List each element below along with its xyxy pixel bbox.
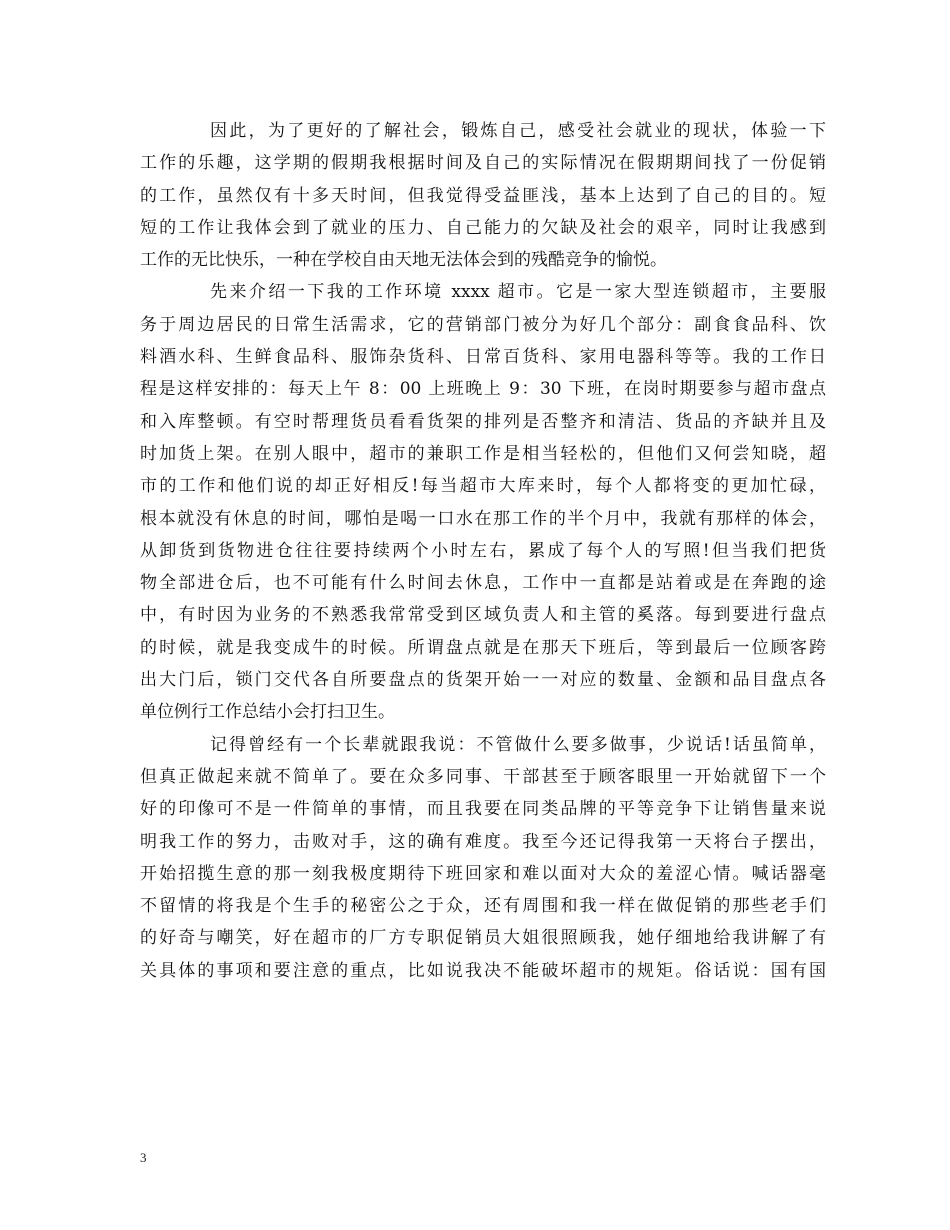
text-line: 中，有时因为业务的不熟悉我常常受到区域负责人和主管的奚落。每到要进行盘点 — [140, 605, 826, 626]
text-line: 但真正做起来就不简单了。要在众多同事、干部甚至于顾客眼里一开始就留下一个 — [140, 766, 826, 787]
text-line: 务于周边居民的日常生活需求，它的营销部门被分为好几个部分：副食食品科、饮 — [140, 314, 826, 335]
text-line: 单位例行工作总结小会打扫卫生。 — [140, 702, 395, 723]
text-line: 从卸货到货物进仓往往要持续两个小时左右，累成了每个人的写照!但当我们把货 — [140, 540, 826, 561]
text-line: 明我工作的努力，击败对手，这的确有难度。我至今还记得我第一天将台子摆出， — [140, 831, 826, 852]
text-line: 开始招揽生意的那一刻我极度期待下班回家和难以面对大众的羞涩心情。喊话器毫 — [140, 863, 826, 884]
text-line: 关具体的事项和要注意的重点，比如说我决不能破坏超市的规矩。俗话说：国有国 — [140, 960, 826, 981]
text-line: 根本就没有休息的时间，哪怕是喝一口水在那工作的半个月中，我就有那样的体会， — [140, 508, 826, 529]
paragraph — [140, 276, 826, 728]
text-line: 因此，为了更好的了解社会，锻炼自己，感受社会就业的现状，体验一下 — [210, 121, 826, 141]
text-line: 的时候，就是我变成牛的时候。所谓盘点就是在那天下班后，等到最后一位顾客跨 — [140, 637, 826, 658]
text-line: 市的工作和他们说的却正好相反!每当超市大库来时，每个人都将变的更加忙碌， — [140, 476, 826, 497]
document-body — [140, 115, 826, 987]
text-line: 物全部进仓后，也不可能有什么时间去休息，工作中一直都是站着或是在奔跑的途 — [140, 573, 826, 594]
text-line: 记得曾经有一个长辈就跟我说：不管做什么要多做事，少说话!话虽简单， — [210, 734, 826, 755]
text-line: 料酒水科、生鲜食品科、服饰杂货科、日常百货科、家用电器科等等。我的工作日 — [140, 347, 826, 368]
text-line: 时加货上架。在别人眼中，超市的兼职工作是相当轻松的，但他们又何尝知晓，超 — [140, 443, 826, 464]
text-line: 的工作，虽然仅有十多天时间，但我觉得受益匪浅，基本上达到了自己的目的。短 — [140, 185, 826, 206]
page-number: 3 — [140, 1150, 147, 1165]
paragraph — [140, 115, 826, 276]
paragraph — [140, 729, 826, 987]
text-line: 工作的乐趣，这学期的假期我根据时间及自己的实际情况在假期期间找了一份促销 — [140, 153, 826, 174]
text-line: 短的工作让我体会到了就业的压力、自己能力的欠缺及社会的艰辛，同时让我感到 — [140, 217, 826, 238]
text-line: 和入库整顿。有空时帮理货员看看货架的排列是否整齐和清洁、货品的齐缺并且及 — [140, 411, 826, 432]
text-line: 好的印像可不是一件简单的事情，而且我要在同类品牌的平等竞争下让销售量来说 — [140, 799, 826, 820]
text-line: 工作的无比快乐，一种在学校自由天地无法体会到的残酷竞争的愉悦。 — [140, 250, 667, 271]
text-line: 程是这样安排的：每天上午 8：00 上班晚上 9：30 下班，在岗时期要参与超市盘点 — [140, 379, 826, 400]
text-line: 出大门后，锁门交代各自所要盘点的货架开始一一对应的数量、金额和品目盘点各 — [140, 670, 826, 691]
text-line: 的好奇与嘲笑，好在超市的厂方专职促销员大姐很照顾我，她仔细地给我讲解了有 — [140, 928, 826, 949]
text-line: 不留情的将我是个生手的秘密公之于众，还有周围和我一样在做促销的那些老手们 — [140, 896, 826, 917]
text-line: 先来介绍一下我的工作环境 xxxx 超市。它是一家大型连锁超市，主要服 — [210, 282, 826, 303]
